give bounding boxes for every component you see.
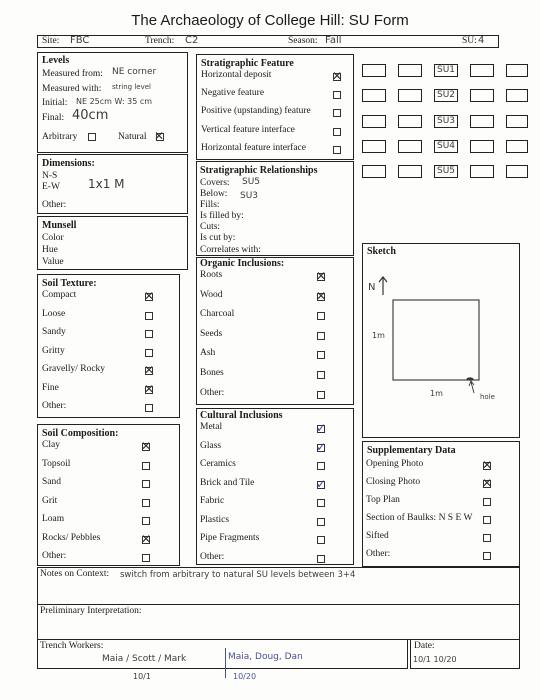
soil-composition-checkbox[interactable] — [142, 499, 150, 507]
season-value[interactable]: Fall — [325, 35, 342, 46]
organic-check-mark: ✕ — [316, 288, 327, 303]
su-grid-cell[interactable] — [398, 165, 422, 178]
organic-item-label: Charcoal — [200, 309, 235, 320]
soil-texture-checkbox[interactable] — [145, 349, 153, 357]
supplementary-item-label: Sifted — [366, 531, 389, 541]
prelim-label: Preliminary Interpretation: — [40, 606, 142, 616]
measured-with-value[interactable]: string level — [112, 83, 151, 91]
fills-label: Fills: — [200, 200, 220, 210]
cultural-item-label: Fabric — [200, 496, 225, 506]
su-grid-cell[interactable] — [470, 89, 494, 102]
cut-by-label: Is cut by: — [200, 233, 236, 243]
initial-label: Initial: — [42, 98, 68, 108]
below-value[interactable]: SU3 — [240, 191, 259, 201]
su-grid-cell[interactable] — [470, 165, 494, 178]
workers-value-b[interactable]: Maia, Doug, Dan — [228, 652, 303, 662]
supplementary-item-label: Opening Photo — [366, 459, 424, 469]
soil-texture-item-label: Fine — [42, 382, 59, 393]
su-grid-cell[interactable] — [470, 64, 494, 77]
arbitrary-checkbox[interactable] — [88, 133, 96, 141]
soil-texture-item-label: Gravelly/ Rocky — [42, 364, 106, 374]
su-grid-cell[interactable] — [506, 64, 528, 77]
soil-texture-check-mark: ✕ — [144, 381, 155, 396]
organic-item-label: Wood — [200, 289, 223, 300]
cultural-checkbox[interactable] — [317, 462, 325, 470]
final-value[interactable]: 40cm — [72, 108, 109, 123]
su-grid-cell[interactable] — [362, 140, 386, 153]
cultural-item-label: Brick and Tile — [200, 477, 255, 488]
su-value[interactable]: 4 — [478, 35, 485, 46]
organic-item-label: Ash — [200, 348, 216, 359]
soil-composition-item-label: Loam — [42, 514, 65, 524]
notes-label: Notes on Context: — [40, 569, 110, 579]
header-row — [37, 35, 499, 48]
supplementary-checkbox[interactable] — [483, 552, 491, 560]
workers-date-a: 10/1 — [133, 672, 151, 681]
strat-feature-checkbox[interactable] — [333, 146, 341, 154]
organic-heading: Organic Inclusions: — [200, 258, 285, 269]
workers-date-b: 10/20 — [233, 672, 257, 681]
su-grid-cell[interactable] — [398, 64, 422, 77]
organic-checkbox[interactable] — [317, 312, 325, 320]
correlates-label: Correlates with: — [200, 245, 261, 255]
season-label: Season: — [288, 36, 318, 46]
su-grid-cell[interactable] — [470, 115, 494, 128]
su-grid-cell[interactable] — [434, 165, 458, 178]
organic-checkbox[interactable] — [317, 351, 325, 359]
covers-label: Covers: — [200, 178, 230, 188]
soil-composition-item-label: Other: — [42, 551, 67, 561]
su-grid-cell[interactable] — [362, 165, 386, 178]
sketch-bottom-label: 1m — [430, 389, 443, 398]
supplementary-item-label: Section of Baulks: N S E W — [366, 513, 473, 523]
supplementary-check-mark: ✕ — [482, 458, 493, 472]
supplementary-checkbox[interactable] — [483, 498, 491, 506]
supplementary-check-mark: ✕ — [482, 476, 493, 490]
soil-composition-item-label: Rocks/ Pebbles — [42, 532, 101, 543]
organic-check-mark: ✕ — [316, 269, 327, 283]
soil-texture-item-label: Gritty — [42, 345, 65, 356]
supplementary-heading: Supplementary Data — [367, 445, 456, 456]
organic-checkbox[interactable] — [317, 371, 325, 379]
soil-composition-item-label: Sand — [42, 477, 61, 487]
su-grid-cell[interactable] — [362, 64, 386, 77]
dimensions-value[interactable]: 1x1 M — [88, 177, 125, 191]
su-grid-cell[interactable] — [506, 165, 528, 178]
cultural-checkbox[interactable] — [317, 518, 325, 526]
supplementary-item-label: Other: — [366, 549, 391, 559]
soil-texture-item-label: Other: — [42, 401, 67, 411]
organic-item-label: Seeds — [200, 328, 223, 339]
su-grid-cell[interactable] — [434, 64, 458, 77]
soil-composition-check-mark: ✕ — [141, 439, 152, 453]
organic-item-label: Bones — [200, 368, 224, 378]
measured-from-label: Measured from: — [42, 69, 103, 79]
strat-feature-item-label: Horizontal deposit — [201, 70, 272, 80]
munsell-hue-label: Hue — [42, 245, 58, 255]
supplementary-item-label: Closing Photo — [366, 477, 421, 487]
cultural-item-label: Plastics — [200, 514, 230, 525]
soil-texture-checkbox[interactable] — [145, 404, 153, 412]
sketch-heading: Sketch — [367, 246, 396, 257]
su-grid-label: SU3 — [437, 116, 456, 126]
supplementary-checkbox[interactable] — [483, 516, 491, 524]
cultural-check-mark: ✓ — [316, 476, 327, 491]
initial-value[interactable]: NE 25cm W: 35 cm — [76, 97, 153, 106]
soil-composition-item-label: Topsoil — [42, 458, 71, 469]
su-grid-cell[interactable] — [362, 115, 386, 128]
cultural-item-label: Ceramics — [200, 459, 236, 469]
trench-value[interactable]: C2 — [185, 35, 199, 46]
organic-checkbox[interactable] — [317, 332, 325, 340]
soil-texture-item-label: Compact — [42, 290, 77, 300]
su-grid-label: SU2 — [437, 90, 456, 100]
cultural-checkbox[interactable] — [317, 555, 325, 563]
su-grid-cell[interactable] — [398, 140, 422, 153]
hole-marker — [467, 377, 474, 380]
levels-heading: Levels — [42, 55, 70, 66]
cultural-check-mark: ✓ — [316, 421, 327, 435]
covers-value[interactable]: SU5 — [242, 177, 261, 187]
cultural-checkbox[interactable] — [317, 536, 325, 544]
strat-feature-checkbox[interactable] — [333, 109, 341, 117]
site-label: Site: — [42, 36, 60, 46]
strat-rel-heading: Stratigraphic Relationships — [200, 165, 318, 176]
site-value[interactable]: FBC — [70, 35, 90, 46]
su-grid-cell[interactable] — [506, 89, 528, 102]
cultural-item-label: Glass — [200, 440, 222, 451]
su-grid-cell[interactable] — [506, 140, 528, 153]
strat-feature-item-label: Positive (upstanding) feature — [201, 106, 311, 117]
soil-texture-check-mark: ✕ — [144, 289, 155, 303]
strat-feature-item-label: Negative feature — [201, 88, 265, 99]
soil-texture-check-mark: ✕ — [144, 363, 155, 377]
soil-composition-heading: Soil Composition: — [42, 428, 119, 439]
date-label: Date: — [414, 641, 435, 651]
cultural-item-label: Other: — [200, 551, 225, 562]
soil-composition-checkbox[interactable] — [142, 462, 150, 470]
su-grid-cell[interactable] — [362, 89, 386, 102]
strat-feature-heading: Stratigraphic Feature — [201, 58, 294, 69]
su-grid-label: SU1 — [437, 65, 456, 75]
munsell-color-label: Color — [42, 233, 64, 243]
soil-composition-item-label: Grit — [42, 495, 58, 506]
cultural-heading: Cultural Inclusions — [200, 410, 283, 421]
organic-item-label: Other: — [200, 387, 225, 398]
ns-label: N-S — [42, 171, 58, 181]
organic-checkbox[interactable] — [317, 391, 325, 399]
ew-label: E-W — [42, 182, 60, 192]
below-label: Below: — [200, 189, 228, 199]
strat-feature-check-mark: ✕ — [332, 69, 343, 83]
su-grid-cell[interactable] — [434, 140, 458, 153]
dimensions-heading: Dimensions: — [42, 158, 95, 169]
cultural-item-label: Metal — [200, 422, 223, 432]
munsell-value-label: Value — [42, 257, 64, 267]
soil-texture-checkbox[interactable] — [145, 312, 153, 320]
soil-texture-checkbox[interactable] — [145, 330, 153, 338]
date-value[interactable]: 10/1 10/20 — [413, 655, 457, 664]
cuts-label: Cuts: — [200, 222, 221, 232]
filled-by-label: Is filled by: — [200, 211, 244, 221]
strat-feature-item-label: Horizontal feature interface — [201, 142, 306, 153]
sketch-side-label: 1m — [372, 331, 385, 340]
su-grid-cell[interactable] — [506, 115, 528, 128]
notes-value[interactable]: switch from arbitrary to natural SU levels between 3+4 — [120, 570, 356, 580]
soil-texture-item-label: Sandy — [42, 327, 66, 337]
dimensions-other-label: Other: — [42, 200, 67, 210]
natural-label: Natural — [118, 132, 147, 142]
measured-from-value[interactable]: NE corner — [112, 67, 157, 77]
su-grid-cell[interactable] — [398, 89, 422, 102]
supplementary-checkbox[interactable] — [483, 534, 491, 542]
soil-composition-checkbox[interactable] — [142, 480, 150, 488]
sketch-drawing — [370, 290, 518, 405]
strat-feature-checkbox[interactable] — [333, 128, 341, 136]
workers-value-a[interactable]: Maia / Scott / Mark — [102, 654, 187, 664]
sketch-hole-label: hole — [480, 393, 495, 401]
munsell-heading: Munsell — [42, 220, 77, 231]
su-grid-label: SU4 — [437, 141, 456, 151]
arbitrary-label: Arbitrary — [42, 132, 78, 142]
workers-label: Trench Workers: — [40, 641, 104, 651]
su-grid-cell[interactable] — [434, 89, 458, 102]
natural-check-mark: ✕ — [154, 129, 165, 143]
soil-composition-item-label: Clay — [42, 440, 60, 450]
final-label: Final: — [42, 113, 65, 123]
soil-composition-check-mark: ✕ — [141, 531, 152, 546]
cultural-item-label: Pipe Fragments — [200, 533, 260, 543]
strat-feature-checkbox[interactable] — [333, 91, 341, 99]
workers-divider — [225, 648, 226, 678]
soil-composition-checkbox[interactable] — [142, 554, 150, 562]
organic-item-label: Roots — [200, 270, 223, 280]
measured-with-label: Measured with: — [42, 84, 102, 94]
trench-label: Trench: — [145, 36, 175, 46]
form-title: The Archaeology of College Hill: SU Form — [131, 12, 409, 29]
su-grid-cell[interactable] — [470, 140, 494, 153]
su-grid-cell[interactable] — [398, 115, 422, 128]
su-label: SU: — [462, 36, 477, 46]
cultural-check-mark: ✓ — [316, 439, 327, 454]
su-grid-cell[interactable] — [434, 115, 458, 128]
soil-texture-item-label: Loose — [42, 308, 66, 319]
supplementary-item-label: Top Plan — [366, 495, 400, 505]
su-grid-label: SU5 — [437, 166, 456, 176]
soil-texture-heading: Soil Texture: — [42, 278, 97, 289]
cultural-checkbox[interactable] — [317, 499, 325, 507]
soil-composition-checkbox[interactable] — [142, 517, 150, 525]
strat-feature-item-label: Vertical feature interface — [201, 124, 295, 135]
north-label: N — [368, 282, 376, 293]
